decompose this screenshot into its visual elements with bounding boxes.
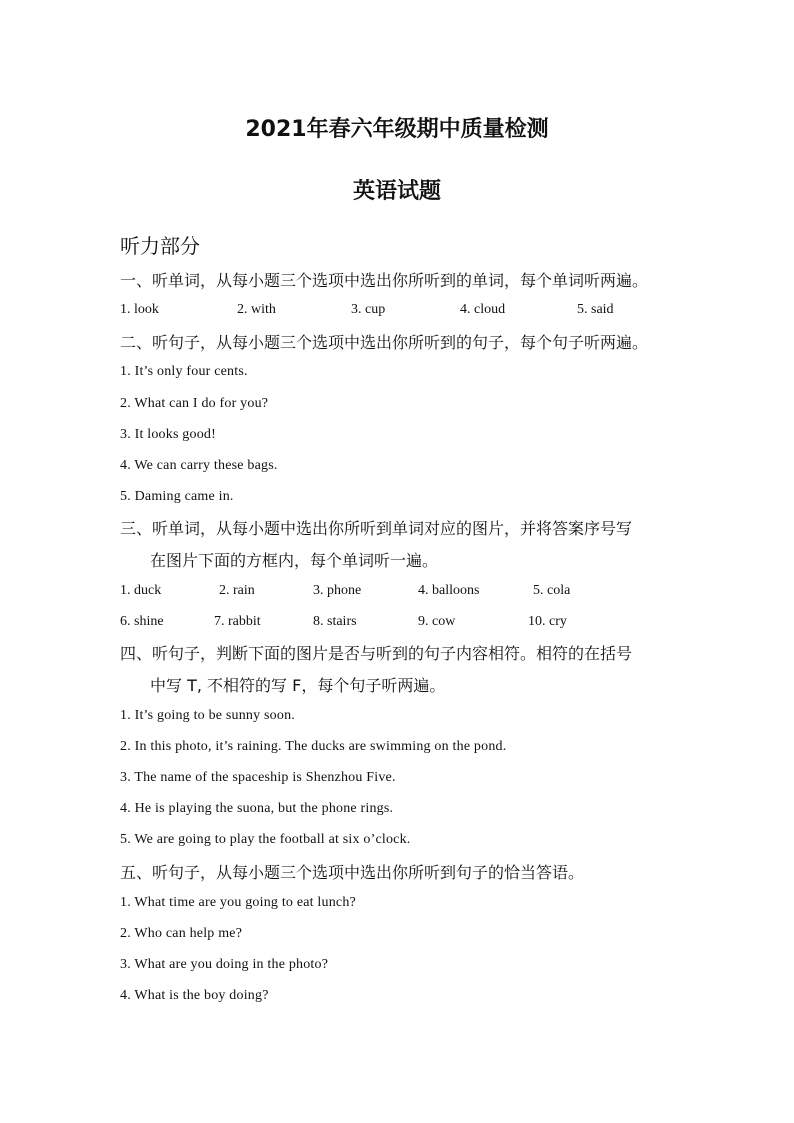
list-item: 4. He is playing the suona, but the phone rings. [120, 801, 394, 816]
list-item: 3. It looks good! [120, 427, 216, 442]
section-2-heading: 二、听句子，从每小题三个选项中选出你所听到的句子，每个句子听两遍。 [120, 333, 649, 352]
list-item: 5. We are going to play the football at six o’clock. [120, 832, 411, 847]
list-item: 4. cloud [460, 302, 506, 317]
list-item: 1. What time are you going to eat lunch? [120, 895, 356, 910]
list-item: 8. stairs [313, 614, 357, 629]
section-3-heading-cont: 在图片下面的方框内，每个单词听一遍。 [150, 551, 439, 570]
section-3-heading: 三、听单词，从每小题中选出你所听到单词对应的图片，并将答案序号写 [120, 519, 633, 538]
section-4-heading-cont: 中写 T, 不相符的写 F，每个句子听两遍。 [150, 676, 446, 695]
list-item: 3. The name of the spaceship is Shenzhou Five. [120, 770, 396, 785]
part-heading: 听力部分 [120, 234, 200, 258]
list-item: 3. What are you doing in the photo? [120, 957, 329, 972]
list-item: 3. cup [351, 302, 386, 317]
list-item: 2. with [237, 302, 276, 317]
list-item: 4. balloons [418, 583, 480, 598]
list-item: 5. cola [533, 583, 571, 598]
list-item: 5. said [577, 302, 614, 317]
list-item: 10. cry [528, 614, 567, 629]
list-item: 1. look [120, 302, 159, 317]
section-1-heading: 一、听单词，从每小题三个选项中选出你所听到的单词，每个单词听两遍。 [120, 271, 649, 290]
list-item: 3. phone [313, 583, 362, 598]
list-item: 2. In this photo, it’s raining. The ducks are swimming on the pond. [120, 739, 507, 754]
list-item: 1. It’s only four cents. [120, 364, 248, 379]
list-item: 4. What is the boy doing? [120, 988, 269, 1003]
list-item: 9. cow [418, 614, 456, 629]
list-item: 7. rabbit [214, 614, 261, 629]
list-item: 6. shine [120, 614, 164, 629]
section-4-heading: 四、听句子，判断下面的图片是否与听到的句子内容相符。相符的在括号 [120, 644, 633, 663]
list-item: 2. rain [219, 583, 255, 598]
section-5-heading: 五、听句子，从每小题三个选项中选出你所听到句子的恰当答语。 [120, 863, 585, 882]
list-item: 1. It’s going to be sunny soon. [120, 708, 295, 723]
list-item: 4. We can carry these bags. [120, 458, 278, 473]
list-item: 2. Who can help me? [120, 926, 243, 941]
list-item: 1. duck [120, 583, 162, 598]
list-item: 2. What can I do for you? [120, 396, 269, 411]
page-subtitle: 英语试题 [352, 179, 441, 204]
list-item: 5. Daming came in. [120, 489, 234, 504]
page-title: 2021年春六年级期中质量检测 [245, 117, 549, 142]
